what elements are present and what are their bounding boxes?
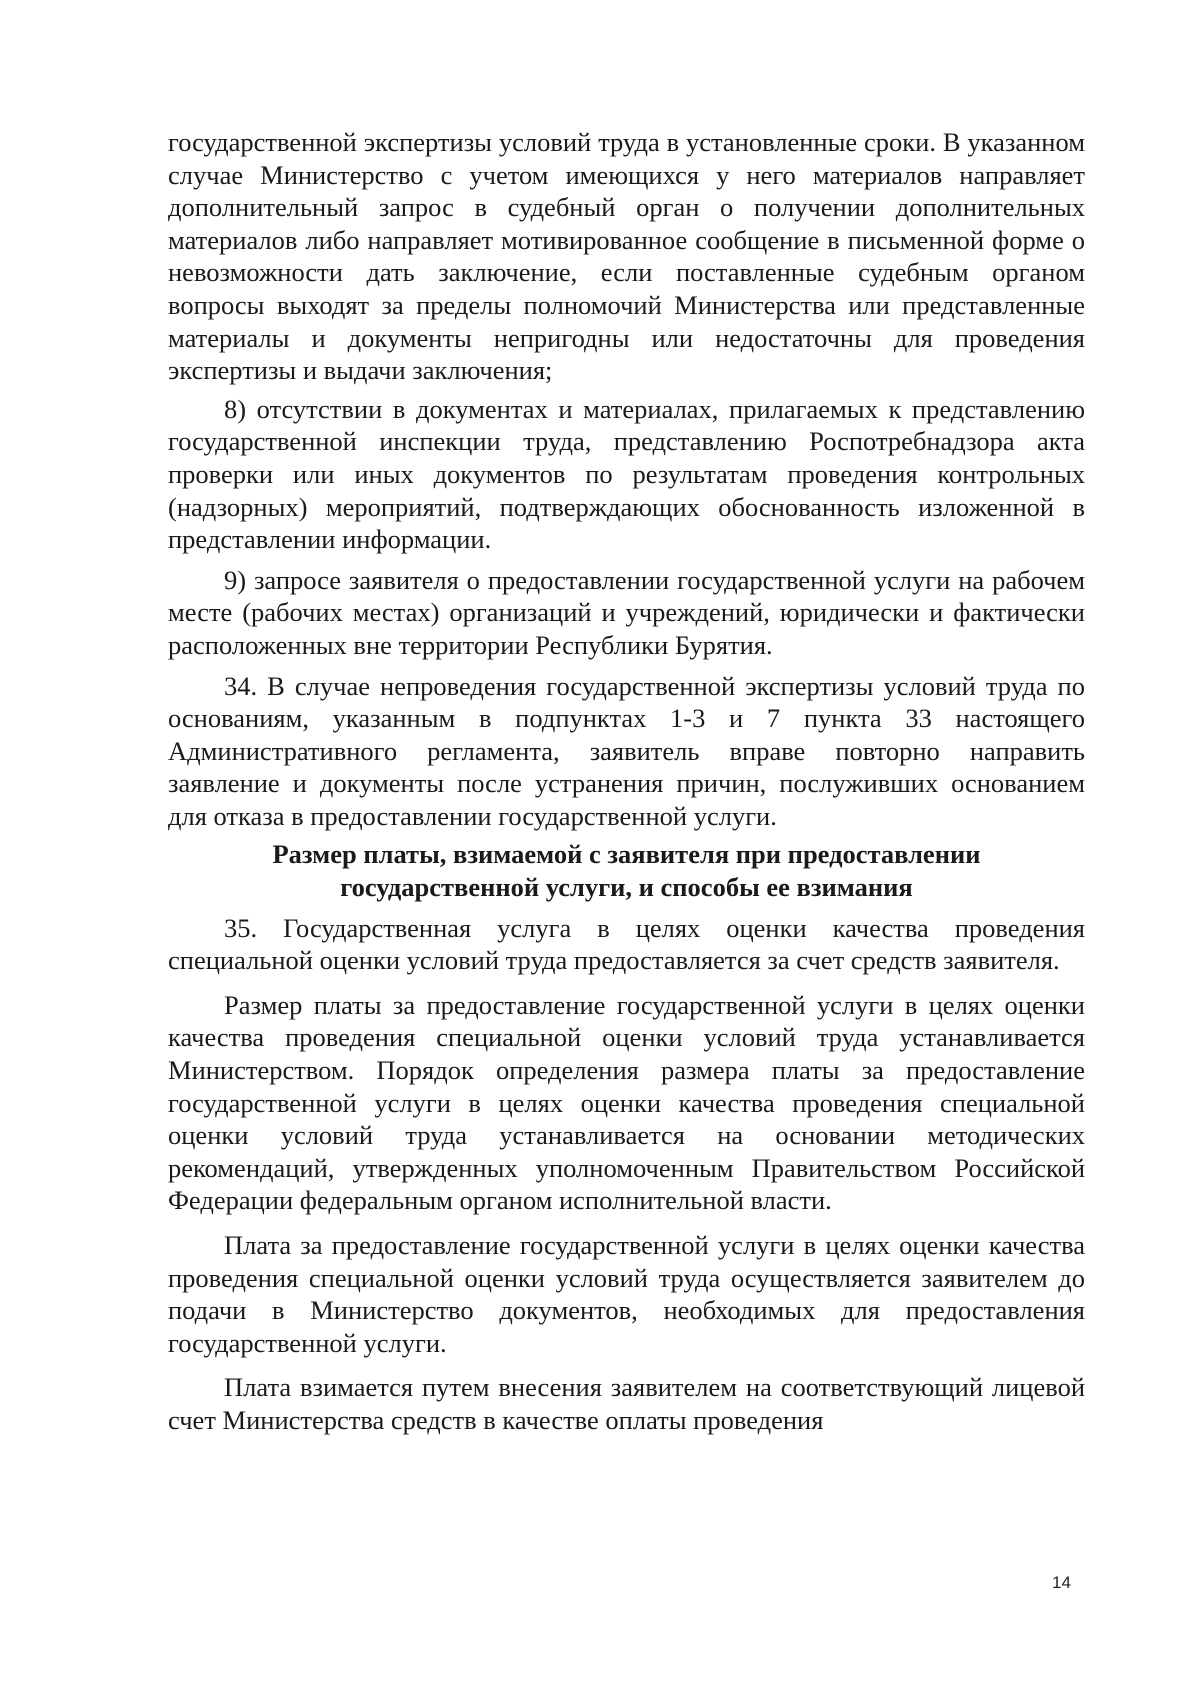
section-heading [168,838,1085,903]
paragraph-item-9: 9) запросе заявителя о предоставлении государственной услуги на рабочем месте (рабочих местах) организаций и учреждений, юридически и фактически расположенных вне территории Республики Бурятия. [168,564,1085,660]
paragraph-fee-payment: Плата за предоставление государственной услуги в целях оценки качества проведения специальной оценки условий труда осуществляется заявителем до подачи в Министерство документов, необходимых для предоставления государственной услуги. [168,1230,1085,1358]
paragraph-clause-35: 35. Государственная услуга в целях оценки качества проведения специальной оценки условий труда предоставляется за счет средств заявителя. [168,912,1085,976]
section-heading-line-2: государственной услуги, и способы ее взимания [340,872,913,903]
paragraph-clause-34: 34. В случае непроведения государственной экспертизы условий труда по основаниям, указанным в подпунктах 1-3 и 7 пункта 33 настоящего Административного регламента, заявитель вправе повторно направить заявление и документы после устранения причин, послуживших основанием для отказа в предоставлении государственной услуги. [168,670,1085,831]
paragraph-item-8: 8) отсутствии в документах и материалах, прилагаемых к представлению государственной инспекции труда, представлению Роспотребнадзора акта проверки или иных документов по результатам проведения контрольных (надзорных) мероприятий, подтверждающих обоснованность изложенной в представлении информации. [168,393,1085,555]
paragraph-fee-amount: Размер платы за предоставление государственной услуги в целях оценки качества проведения специальной оценки условий труда устанавливается Министерством. Порядок определения размера платы за предоставление государственной услуги в целях оценки качества проведения специальной оценки условий труда устанавливается на основании методических рекомендаций, утвержденных уполномоченным Правительством Российской Федерации федеральным органом исполнительной власти. [168,989,1085,1216]
page-number: 14 [1052,1573,1071,1592]
paragraph-expertise-continuation: государственной экспертизы условий труда в установленные сроки. В указанном случае Министерство с учетом имеющихся у него материалов направляет дополнительный запрос в судебный орган о получении дополнительных материалов либо направляет мотивированное сообщение в письменной форме о невозможности дать заключение, если поставленные судебным органом вопросы выходят за пределы полномочий Министерства или представленные материалы и документы непригодны или недостаточны для проведения экспертизы и выдачи заключения; [168,127,1085,386]
paragraph-fee-method: Плата взимается путем внесения заявителем на соответствующий лицевой счет Министерства средств в качестве оплаты проведения [168,1372,1085,1435]
section-heading-line-1: Размер платы, взимаемой с заявителя при предоставлении [272,839,981,870]
page-body [168,126,1085,1437]
